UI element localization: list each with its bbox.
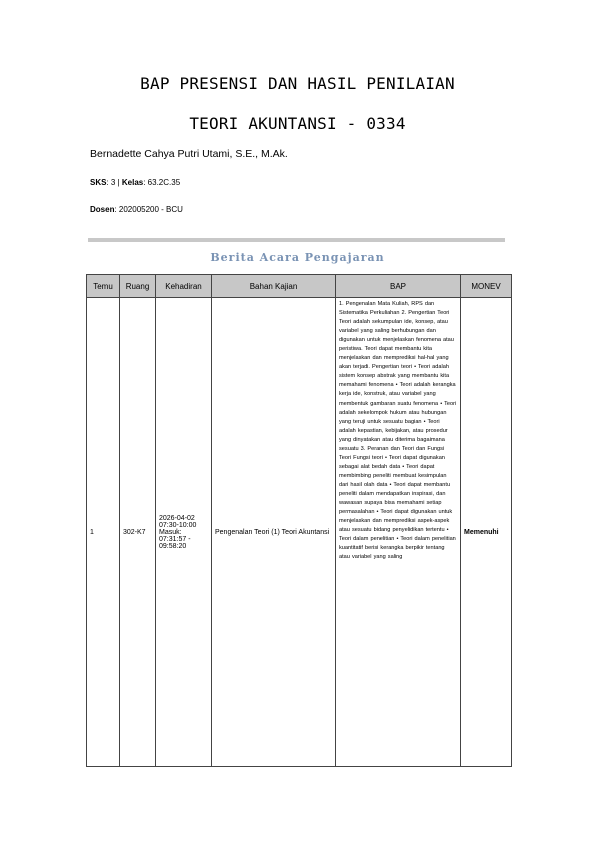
lecturer-name: Bernadette Cahya Putri Utami, S.E., M.Ak. bbox=[90, 148, 288, 160]
dosen-line bbox=[90, 205, 183, 214]
column-header-bahan-kajian: Bahan Kajian bbox=[212, 275, 336, 298]
teaching-record-table bbox=[86, 274, 512, 767]
cell-kehadiran: 2026-04-02 07:30-10:00 Masuk: 07:31:57 - 09:58:20 bbox=[156, 298, 212, 767]
sks-kelas-line bbox=[90, 178, 180, 187]
kelas-label: Kelas bbox=[121, 178, 144, 187]
column-header-ruang: Ruang bbox=[120, 275, 156, 298]
column-header-kehadiran: Kehadiran bbox=[156, 275, 212, 298]
dosen-value: : 202005200 - BCU bbox=[114, 205, 183, 214]
table-header-row bbox=[87, 275, 512, 298]
column-header-monev: MONEV bbox=[461, 275, 512, 298]
document-title: BAP PRESENSI DAN HASIL PENILAIAN bbox=[140, 74, 455, 93]
cell-ruang: 302-K7 bbox=[120, 298, 156, 767]
section-title: Berita Acara Pengajaran bbox=[210, 251, 385, 264]
column-header-bap: BAP bbox=[336, 275, 461, 298]
sks-label: SKS bbox=[90, 178, 107, 187]
cell-monev: Memenuhi bbox=[461, 298, 512, 767]
cell-temu: 1 bbox=[87, 298, 120, 767]
dosen-label: Dosen bbox=[90, 205, 115, 214]
course-title: TEORI AKUNTANSI - 0334 bbox=[189, 114, 406, 133]
kelas-value: : 63.2C.35 bbox=[143, 178, 181, 187]
cell-bap: 1. Pengenalan Mata Kuliah, RPS dan Sistematika Perkuliahan 2. Pengertian Teori Teori adalah sekumpulan ide, konsep, atau variabel yang saling berhubungan dan digunakan untuk menjelaskan fenomena atau peristiwa. Teori dapat membantu kita menjelaskan dan memprediksi hal-hal yang akan terjadi. Pengertian teori • Teori adalah sistem konsep abstrak yang membantu kita memahami fenomena • Teori adalah kerangka kerja ide, konstruk, atau variabel yang membentuk gambaran suatu fenomena • Teori adalah sekelompok hukum atau hubungan yang teruji untuk sesuatu bagian • Teori adalah kepastian, kebijakan, atau prosedur yang dinyatakan atau diterima bagaimana sesuatu 3. Peranan dan Teori dan Fungsi Teori Fungsi teori • Teori dapat digunakan sebagai alat bedah data • Teori dapat membimbing peneliti membuat kesimpulan dari hasil olah data • Teori dapat membantu peneliti dalam mendapatkan inspirasi, dan wawasan supaya bisa memahami setiap permasalahan • Teori dapat digunakan untuk menjelaskan dan memprediksi aspek-aspek atau sesuatu bidang penyelidikan tertentu • Teori dalam penelitian • Teori dalam penelitian kuantitatif berisi kerangka berpikir tentang atau variabel yang saling bbox=[336, 298, 461, 767]
table-row bbox=[87, 298, 512, 767]
sks-value: : 3 | bbox=[106, 178, 122, 187]
column-header-temu: Temu bbox=[87, 275, 120, 298]
cell-bahan-kajian: Pengenalan Teori (1) Teori Akuntansi bbox=[212, 298, 336, 767]
section-divider bbox=[88, 238, 505, 242]
